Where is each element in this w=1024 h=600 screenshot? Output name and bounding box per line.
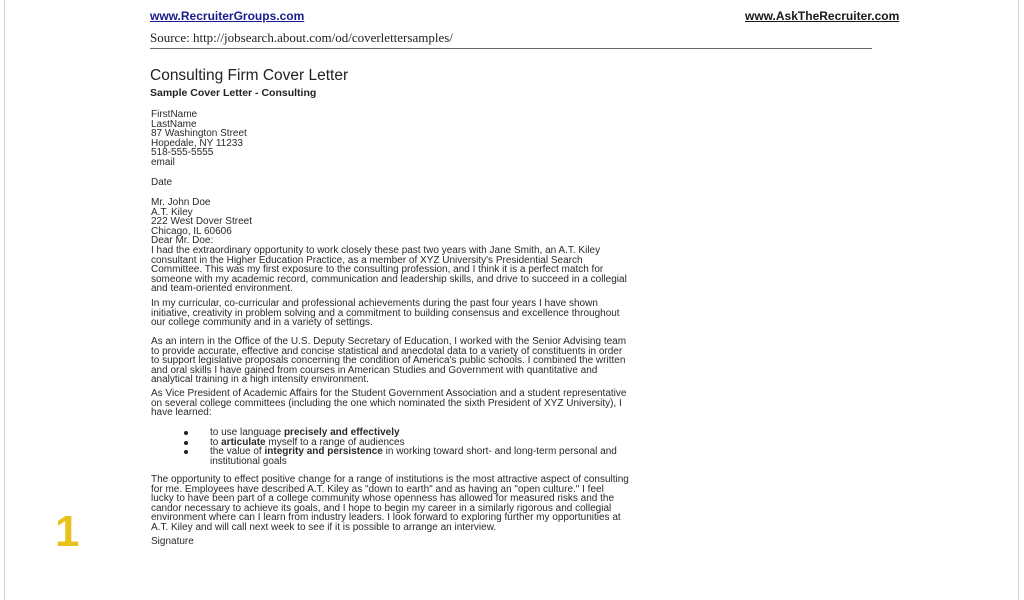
paragraph-line: I had the extraordinary opportunity to work closely these past two years with Jane Smith, an A.T. Kiley [151,245,601,256]
closing-paragraph [151,475,871,533]
bullet-text: in working toward short- and long-term personal and [382,446,617,458]
paragraph-line: The opportunity to effect positive change for a range of institutions is the most attractive aspect of consulting [151,474,629,485]
bullet-text: myself to a range of audiences [265,436,405,448]
paragraph-line: have learned: [151,407,212,419]
recipient-line: Mr. John Doe [151,197,211,208]
page-number: 1 [55,507,80,556]
paragraph-line: candor necessary to achieve its goals, and I hope to begin my career in a similarly rigorous and collegial [151,502,612,514]
paragraph-line: lucky to have been part of a college community whose openness has allowed for measured risks and the [151,493,615,505]
paragraph-line: A.T. Kiley and will call next week to see if it is possible to arrange an interview. [151,521,497,533]
sender-line: LastName [151,118,197,130]
paragraph-line: consultant in the Higher Education Practice, as a member of XYZ University's Presidential Search [151,254,583,266]
document-title: Consulting Firm Cover Letter [150,67,349,84]
paragraph-line: environment where can I learn from industry leaders. I look forward to exploring further my opportunities at [151,512,621,524]
sender-line: 518-555-5555 [151,147,214,159]
bullet-icon [184,450,188,454]
sender-line: 87 Washington Street [151,128,247,140]
paragraph-4 [151,389,871,418]
paragraph-1 [151,246,871,294]
recipient-line: Chicago, IL 60606 [151,225,232,237]
paragraph-line: and oral skills I have gained from courses in American Studies and Government with quantitative and [151,364,598,376]
document-subtitle: Sample Cover Letter - Consulting [150,87,317,99]
bullet-text: the value of [210,446,265,458]
paragraph-line: to provide accurate, effective and concise statistical and anecdotal data to a variety of constituents in order [151,345,623,357]
bullet-icon [184,441,188,445]
paragraph-line: As Vice President of Academic Affairs for the Student Government Association and a student representative [151,388,627,399]
sender-line: FirstName [151,109,198,120]
bullet-icon [184,431,188,435]
paragraph-line: analytical training in a high intensity environment. [151,374,369,386]
paragraph-line: to support legislative proposals concerning the condition of America's public schools. I combined the written [151,355,626,367]
sender-address [151,110,871,168]
paragraph-line: and team-oriented environment. [151,283,293,295]
bullet-bold-text: articulate [221,436,266,448]
recipient-line: A.T. Kiley [151,206,193,218]
paragraph-line: initiative, creativity in problem solving and a commitment to building consensus and excellence throughout [151,307,620,319]
left-frame-line [4,0,5,600]
right-frame-line [1018,0,1019,600]
paragraph-line: In my curricular, co-curricular and professional achievements during the past four years I have shown [151,298,598,309]
sender-line: email [151,156,175,168]
bullet-bold-text: precisely and effectively [283,427,400,438]
paragraph-line: our college community and in a variety of settings. [151,317,373,329]
bullet-continuation: institutional goals [210,455,287,467]
sender-line: Hopedale, NY 11233 [151,137,243,149]
bullet-text: to [210,436,222,448]
salutation: Dear Mr. Doe: [151,235,214,247]
paragraph-line: As an intern in the Office of the U.S. Deputy Secretary of Education, I worked with the Senior Advising team [151,336,627,347]
bullet-bold-text: integrity and persistence [264,446,383,458]
paragraph-2 [151,299,871,328]
paragraph-line: on several college committees (including the one which nominated the sixth President of XYZ University), I [151,397,622,409]
source-line: Source: http://jobsearch.about.com/od/coverlettersamples/ [150,30,453,45]
date-line [151,178,871,188]
bullet-text: to use language [210,427,284,438]
top-divider [150,48,872,49]
paragraph-3 [151,337,871,385]
paragraph-line: Committee. This was my first exposure to the consulting profession, and I think it is a perfect match for [151,264,604,276]
recipient-line: 222 West Dover Street [151,216,252,228]
paragraph-line: for me. Employees have described A.T. Kiley as "down to earth" and as having an "open culture." I feel [151,483,604,495]
paragraph-line: someone with my academic record, communication and leadership skills, and drive to succeed in a collegial [151,273,627,285]
bullet-list [186,428,617,466]
recruitergroups-link[interactable]: www.RecruiterGroups.com [150,9,305,23]
asktherecruiter-link[interactable]: www.AskTheRecruiter.com [745,9,900,23]
recipient-address [151,198,871,246]
date-text: Date [151,177,173,188]
signature-line: Signature [151,536,194,547]
list-item [186,447,617,466]
